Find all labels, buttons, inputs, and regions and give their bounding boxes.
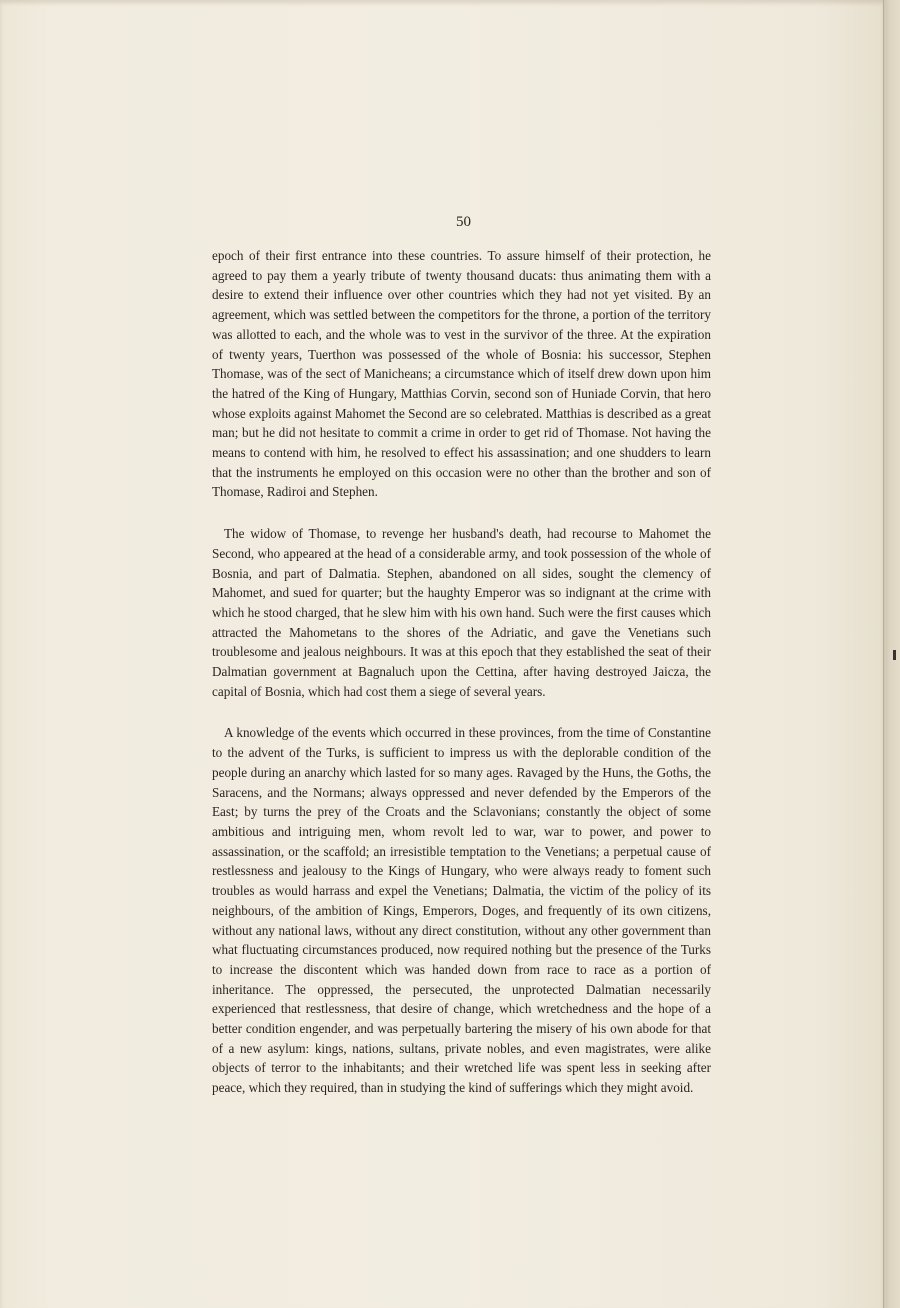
- page-number: 50: [456, 214, 471, 230]
- paragraph-3: A knowledge of the events which occurred in these provinces, from the time of Constantine to the advent of the Turks, is sufficient to impress us with the deplorable condition of the people during an anarchy which lasted for so many ages. Ravaged by the Huns, the Goths, the Saracens, and the Normans; always oppressed and never defended by the Emperors of the East; by turns the prey of the Croats and the Sclavonians; constantly the object of some ambitious and intriguing men, whom revolt led to war, war to power, and power to assassination, or the scaffold; an irresistible temptation to the Venetians; a perpetual cause of restlessness and jealousy to the Kings of Hungary, who were always ready to foment such troubles as would harrass and expel the Venetians; Dalmatia, the victim of the policy of its neighbours, of the ambition of Kings, Emperors, Doges, and frequently of its own citizens, without any national laws, without any direct constitution, without any other government than what fluctuating circumstances produced, now required nothing but the presence of the Turks to increase the discontent which was handed down from race to race as a portion of inheritance. The oppressed, the persecuted, the unprotected Dalmatian necessarily experienced that restlessness, that desire of change, which wretchedness and the hope of a better condition engender, and was perpetually bartering the misery of his own abode for that of a new asylum: kings, nations, sultans, private nobles, and even magistrates, were alike objects of terror to the inhabitants; and their wretched life was spent less in seeking after peace, which they required, than in studying the kind of sufferings which they might avoid.: [212, 725, 711, 1096]
- page-edge: [883, 0, 900, 1308]
- paragraph-1: epoch of their first entrance into these countries. To assure himself of their protection, he agreed to pay them a yearly tribute of twenty thousand ducats: thus animating them with a desire to extend their influence over other countries which they had not yet visited. By an agreement, which was settled between the competitors for the throne, a portion of the territory was allotted to each, and the whole was to vest in the survivor of the three. At the expiration of twenty years, Tuerthon was possessed of the whole of Bosnia: his successor, Stephen Thomase, was of the sect of Manicheans; a circumstance which of itself drew down upon him the hatred of the King of Hungary, Matthias Corvin, second son of Huniade Corvin, that hero whose exploits against Mahomet the Second are so celebrated. Matthias is described as a great man; but he did not hesitate to commit a crime in order to get rid of Thomase. Not having the means to contend with him, he resolved to effect his assassination; and one shudders to learn that the instruments he employed on this occasion were no other than the brother and son of Thomase, Radiroi and Stephen.: [212, 248, 711, 500]
- edge-mark: [893, 650, 896, 660]
- text-block: [212, 212, 711, 1120]
- paragraph-2: The widow of Thomase, to revenge her husband's death, had recourse to Mahomet the Second, who appeared at the head of a considerable army, and took possession of the whole of Bosnia, and part of Dalmatia. Stephen, abandoned on all sides, sought the clemency of Mahomet, and sued for quarter; but the haughty Emperor was so indignant at the crime with which he stood charged, that he slew him with his own hand. Such were the first causes which attracted the Mahometans to the shores of the Adriatic, and gave the Venetians such troublesome and jealous neighbours. It was at this epoch that they established the seat of their Dalmatian government at Bagnaluch upon the Cettina, after having destroyed Jaicza, the capital of Bosnia, which had cost them a siege of several years.: [212, 526, 711, 699]
